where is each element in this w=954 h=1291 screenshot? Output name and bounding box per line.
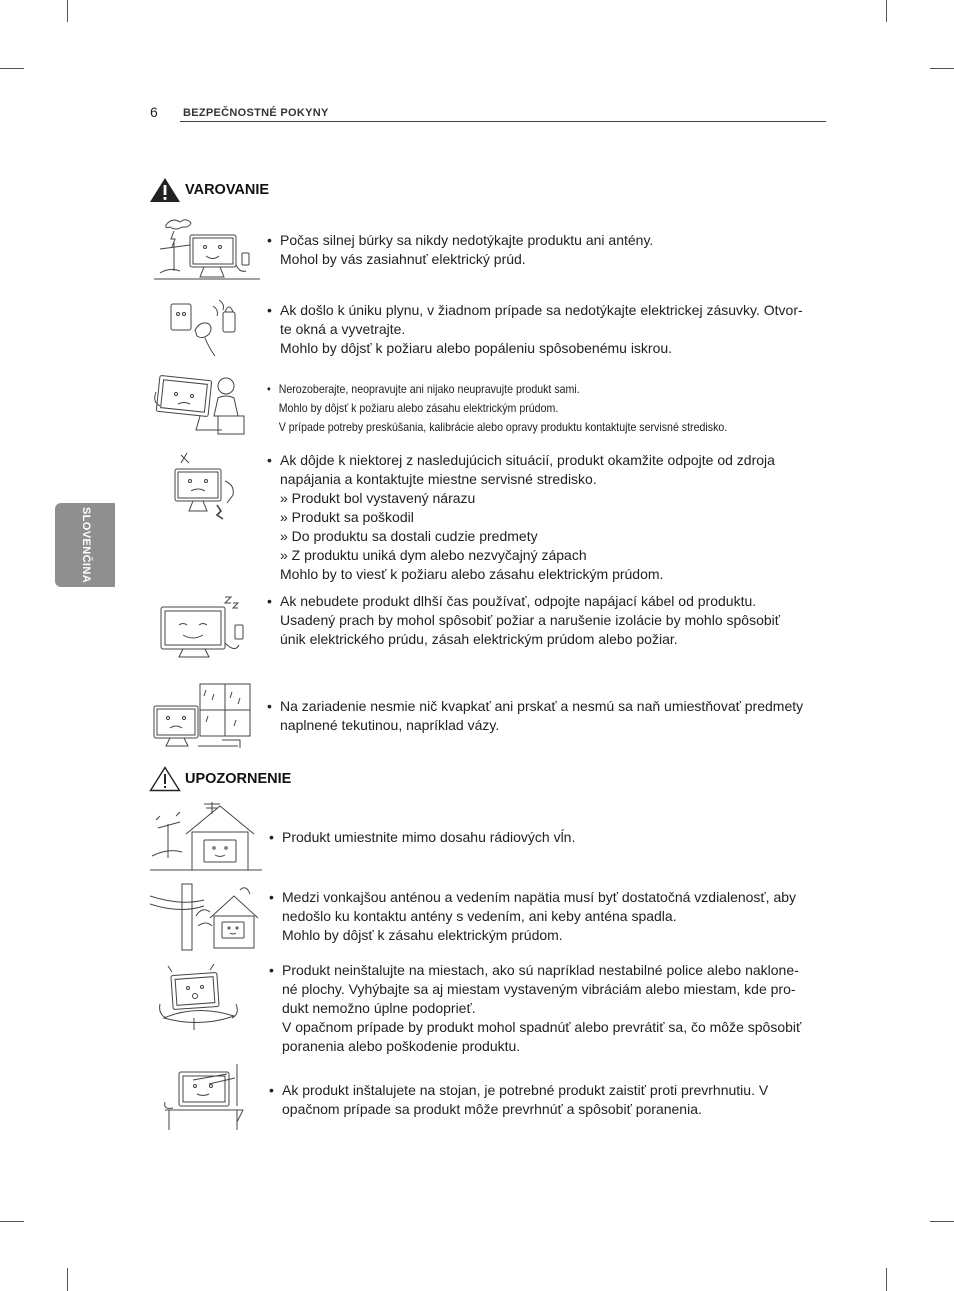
item-line: opačnom prípade sa produkt môže prevrhnúť a spôsobiť poranenia. [282, 1101, 702, 1117]
item-line: naplnené tekutinou, napríklad vázy. [280, 717, 500, 733]
tv-disassembly-icon [152, 372, 252, 442]
item-line: te okná a vyvetrajte. [280, 321, 406, 337]
item-line: Usadený prach by mohol spôsobiť požiar a narušenie izolácie by mohlo spôsobiť [280, 612, 781, 628]
item-line: » Produkt bol vystavený nárazu [280, 490, 476, 506]
bullet: • [267, 593, 272, 609]
warning-item [267, 451, 775, 584]
tv-storm-antenna-icon [152, 215, 262, 283]
tv-sleeping-unplug-icon [155, 593, 250, 663]
item-line: Mohlo by dôjsť k požiaru alebo zásahu elektrickým prúdom. [278, 401, 559, 415]
item-line: Medzi vonkajšou anténou a vedením napätia musí byť dostatočná vzdialenosť, aby [282, 889, 797, 905]
item-line: Mohlo by to viesť k požiaru alebo zásahu elektrickým prúdom. [280, 566, 664, 582]
tv-stand-anchor-icon [163, 1062, 245, 1132]
crop-mark [886, 0, 887, 22]
crop-mark [0, 68, 24, 69]
caution-item [269, 888, 796, 945]
item-line: Ak dôjde k niektorej z nasledujúcich situácií, produkt okamžite odpojte od zdroja [280, 452, 775, 468]
item-line: V prípade potreby preskúšania, kalibrácie alebo opravy produktu kontaktujte servisné stredisko. [278, 420, 728, 434]
bullet: • [269, 889, 274, 905]
caution-item [269, 1081, 768, 1119]
item-line: V opačnom prípade by produkt mohol spadnúť alebo prevrátiť sa, čo môže spôsobiť [282, 1019, 802, 1035]
bullet: • [267, 698, 272, 714]
item-line: napájania a kontaktujte miestne servisné stredisko. [280, 471, 597, 487]
crop-mark [930, 68, 954, 69]
crop-mark [930, 1221, 954, 1222]
section-title: BEZPEČNOSTNÉ POKYNY [183, 107, 329, 119]
crop-mark [0, 1221, 24, 1222]
warning-item [267, 231, 653, 269]
item-line: » Z produktu uniká dym alebo nezvyčajný zápach [280, 547, 587, 563]
page-number: 6 [150, 104, 158, 120]
item-line: nedošlo ku kontaktu antény s vedením, ani keby anténa spadla. [282, 908, 677, 924]
warning-item [267, 301, 803, 358]
caution-outline-icon [149, 766, 181, 792]
bullet: • [269, 1082, 274, 1098]
caution-item [269, 828, 575, 847]
item-line: Ak produkt inštalujete na stojan, je potrebné produkt zaistiť proti prevrhnutiu. V [282, 1082, 769, 1098]
warning-filled-icon [149, 177, 181, 203]
item-line: Mohlo by dôjsť k požiaru alebo popáleniu spôsobenému iskrou. [280, 340, 673, 356]
bullet: • [267, 382, 271, 396]
antenna-power-line-icon [150, 882, 265, 954]
item-line: Nerozoberajte, neopravujte ani nijako neupravujte produkt sami. [278, 382, 580, 396]
item-line: Produkt neinštalujte na miestach, ako sú napríklad nestabilné police alebo naklone- [282, 962, 799, 978]
warning-heading: VAROVANIE [185, 182, 270, 198]
item-line: Počas silnej búrky sa nikdy nedotýkajte produktu ani antény. [280, 232, 654, 248]
item-line: Na zariadenie nesmie nič kvapkať ani prskať a nesmú sa naň umiestňovať predmety [280, 698, 804, 714]
bullet: • [267, 452, 272, 468]
bullet: • [269, 829, 274, 845]
item-line: Ak došlo k úniku plynu, v žiadnom prípade sa nedotýkajte elektrickej zásuvky. Otvor- [280, 302, 803, 318]
item-line: poranenia alebo poškodenie produktu. [282, 1038, 521, 1054]
bullet: • [267, 232, 272, 248]
header-rule [180, 121, 826, 122]
item-line: » Produkt sa poškodil [280, 509, 414, 525]
caution-item [269, 961, 801, 1056]
crop-mark [67, 1268, 68, 1291]
crop-mark [67, 0, 68, 22]
bullet: • [267, 302, 272, 318]
tv-window-rain-icon [150, 680, 260, 755]
caution-heading: UPOZORNENIE [185, 771, 292, 787]
crop-mark [886, 1268, 887, 1291]
item-line: Mohol by vás zasiahnuť elektrický prúd. [280, 251, 526, 267]
gas-leak-socket-icon [165, 292, 245, 362]
item-line: » Do produktu sa dostali cudzie predmety [280, 528, 538, 544]
tv-damaged-unplug-icon [165, 451, 243, 523]
item-line: Mohlo by dôjsť k zásahu elektrickým prúdom. [282, 927, 563, 943]
item-line: dukt nemožno úplne podoprieť. [282, 1000, 476, 1016]
item-line: né plochy. Vyhýbajte sa aj miestam vystaveným vibráciám alebo miestam, kde pro- [282, 981, 796, 997]
item-line: Produkt umiestnite mimo dosahu rádiových vĺn. [282, 829, 576, 845]
item-line: Ak nebudete produkt dlhší čas používať, odpojte napájací kábel od produktu. [280, 593, 757, 609]
warning-item [267, 592, 780, 649]
item-line: únik elektrického prúdu, zásah elektrickým prúdom alebo požiar. [280, 631, 678, 647]
tv-unstable-shelf-icon [158, 960, 240, 1034]
language-side-tab-label: SLOVENČINA [80, 506, 92, 584]
warning-item [267, 697, 803, 735]
warning-item [267, 380, 727, 437]
bullet: • [269, 962, 274, 978]
tv-house-antenna-icon [150, 800, 265, 875]
